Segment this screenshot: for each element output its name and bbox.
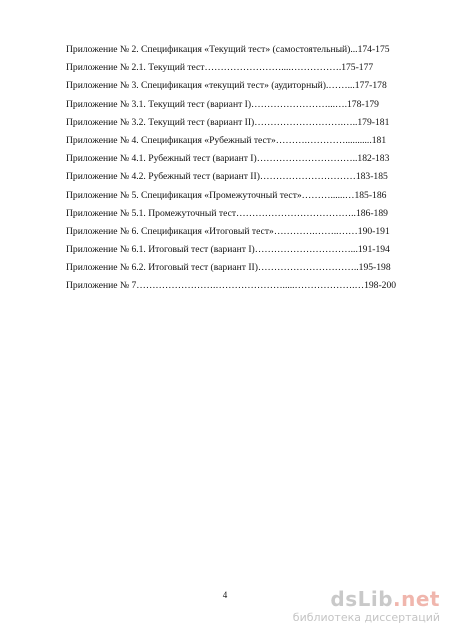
watermark-logo bbox=[293, 588, 440, 610]
toc-entry: Приложение № 6.2. Итоговый тест (вариант II)…………………………..195-198 bbox=[66, 262, 391, 274]
watermark bbox=[293, 588, 440, 625]
table-of-contents bbox=[66, 41, 438, 296]
toc-entry: Приложение № 5. Спецификация «Промежуточный тест»………......…185-186 bbox=[66, 189, 387, 201]
toc-entry: Приложение № 5.1. Промежуточный тест………………………………..186-189 bbox=[66, 207, 388, 219]
toc-entry: Приложение № 2. Спецификация «Текущий тест» (самостоятельный)...174-175 bbox=[66, 44, 390, 55]
toc-entry: Приложение № 4.2. Рубежный тест (вариант II)…………………………183-185 bbox=[66, 171, 388, 183]
toc-entry: Приложение № 6. Спецификация «Итоговый тест»………….……..……190-191 bbox=[66, 225, 390, 237]
page-number: 4 bbox=[222, 590, 228, 600]
watermark-subtitle: библиотека диссертаций bbox=[292, 611, 440, 624]
watermark-logo-main: dsLib bbox=[330, 587, 394, 611]
toc-entry: Приложение № 4.1. Рубежный тест (вариант I)…………………………..182-183 bbox=[66, 153, 390, 165]
toc-entry: Приложение № 3. Спецификация «текущий тест» (аудиторный).……...177-178 bbox=[66, 80, 387, 92]
toc-entry: Приложение № 3.1. Текущий тест (вариант I)……………………...….178-179 bbox=[66, 98, 379, 110]
toc-entry: Приложение № 4. Спецификация «Рубежный тест»……….…………...........181 bbox=[66, 134, 387, 146]
toc-entry: Приложение № 7…………………….………………….....……………….…198-200 bbox=[66, 280, 397, 292]
toc-entry: Приложение № 2.1. Текущий тест……………………....…………….175-177 bbox=[66, 62, 374, 74]
toc-entry: Приложение № 3.2. Текущий тест (вариант II)……………………….…..179-181 bbox=[66, 116, 390, 128]
watermark-logo-domain: .net bbox=[393, 587, 440, 611]
toc-entry: Приложение № 6.1. Итоговый тест (вариант I)…………………………...191-194 bbox=[66, 244, 390, 256]
